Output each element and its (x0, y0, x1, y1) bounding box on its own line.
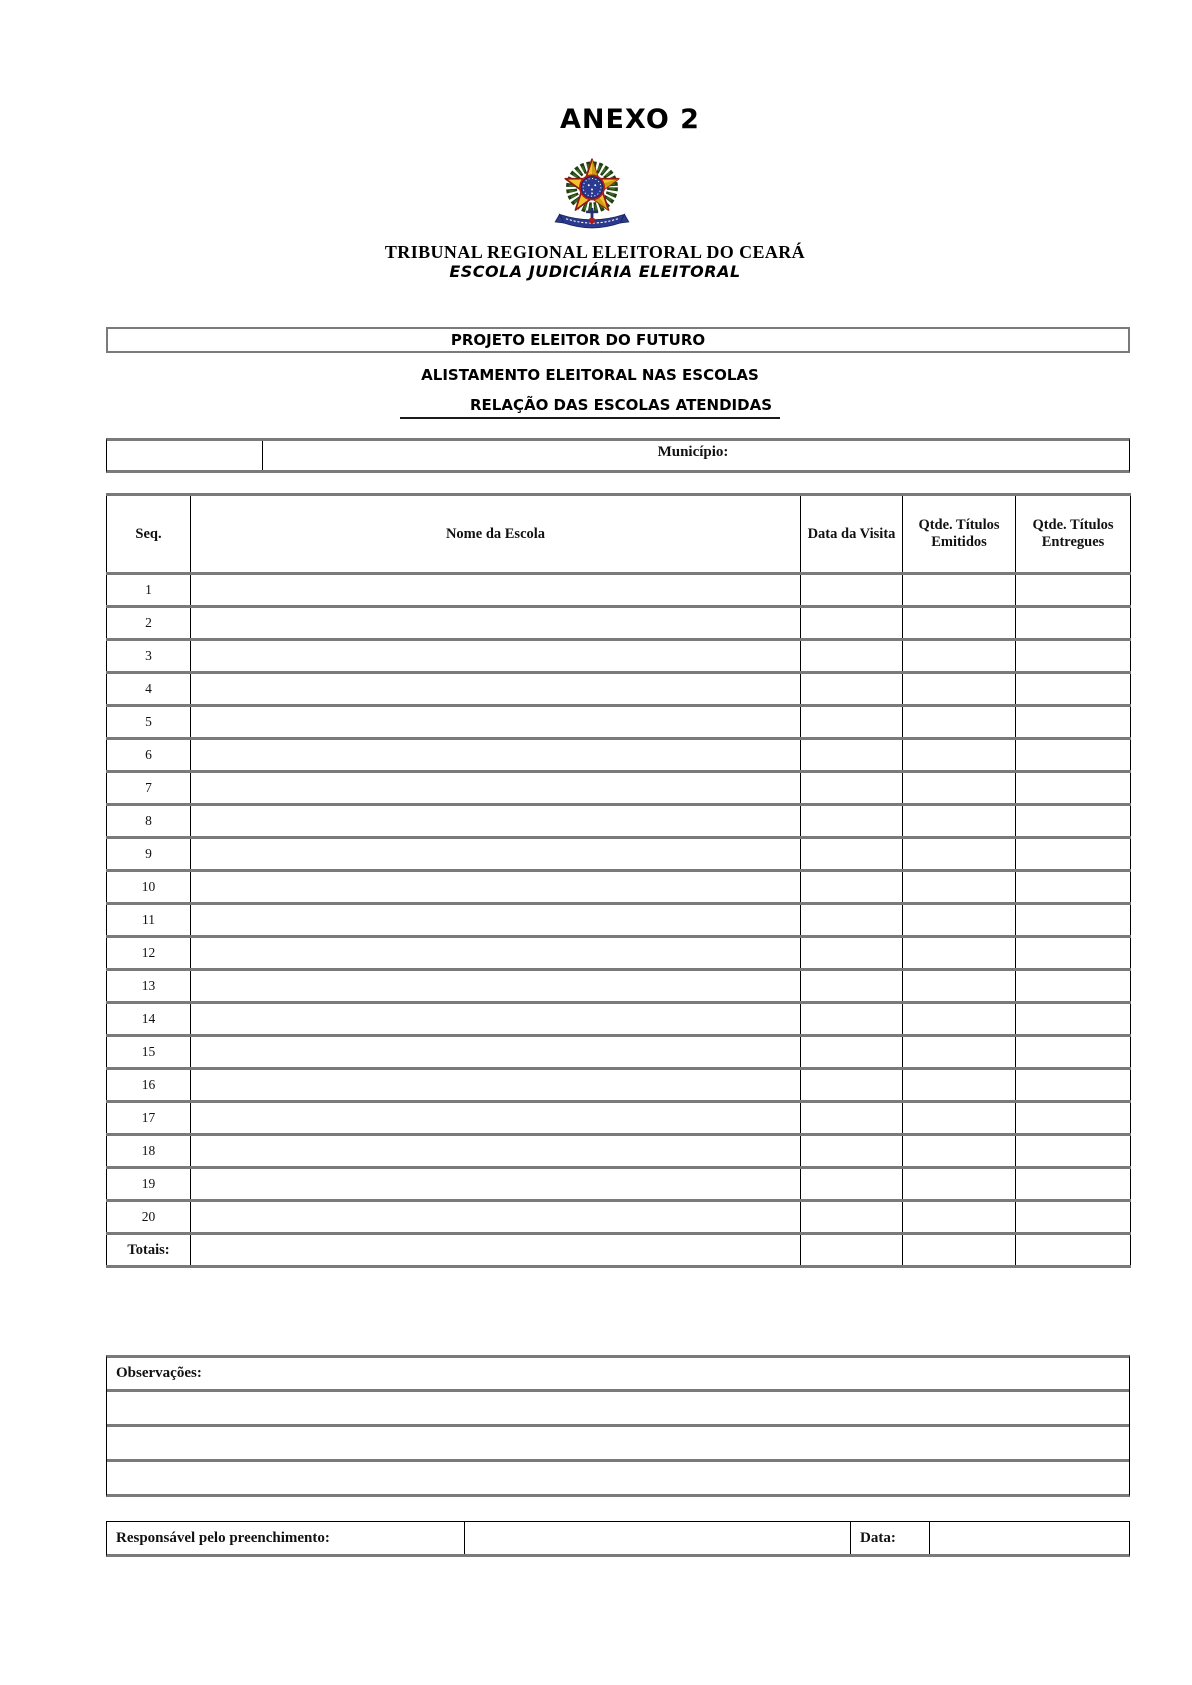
titulos-entregues-cell[interactable] (1016, 706, 1131, 739)
nome-escola-cell[interactable] (191, 1003, 801, 1036)
titulos-emitidos-cell[interactable] (903, 904, 1016, 937)
titulos-entregues-cell[interactable] (1016, 772, 1131, 805)
data-visita-cell[interactable] (801, 1003, 903, 1036)
seq-cell: 14 (107, 1003, 191, 1036)
table-row (107, 574, 1131, 607)
seq-cell: 12 (107, 937, 191, 970)
titulos-entregues-cell[interactable] (1016, 1135, 1131, 1168)
schools-table (106, 493, 1131, 1268)
seq-cell: 20 (107, 1201, 191, 1234)
subtitle-relacao (0, 396, 1180, 419)
titulos-entregues-cell[interactable] (1016, 970, 1131, 1003)
table-row (107, 1036, 1131, 1069)
nome-escola-cell[interactable] (191, 1036, 801, 1069)
header-titulos-entregues: Qtde. Títulos Entregues (1016, 495, 1131, 574)
titulos-entregues-cell[interactable] (1016, 1003, 1131, 1036)
titulos-entregues-cell[interactable] (1016, 937, 1131, 970)
titulos-emitidos-cell[interactable] (903, 1003, 1016, 1036)
titulos-emitidos-cell[interactable] (903, 706, 1016, 739)
municipio-code-cell[interactable] (107, 441, 263, 470)
table-header-row (107, 495, 1131, 574)
observacoes-line-2[interactable] (107, 1427, 1129, 1462)
responsavel-label: Responsável pelo preenchimento: (107, 1522, 465, 1554)
nome-escola-cell[interactable] (191, 970, 801, 1003)
municipio-row (106, 438, 1130, 473)
titulos-emitidos-cell[interactable] (903, 1135, 1016, 1168)
titulos-emitidos-cell[interactable] (903, 772, 1016, 805)
data-visita-cell[interactable] (801, 607, 903, 640)
data-visita-cell[interactable] (801, 1102, 903, 1135)
footer-row (106, 1521, 1130, 1557)
titulos-entregues-cell[interactable] (1016, 838, 1131, 871)
table-row (107, 673, 1131, 706)
titulos-entregues-cell[interactable] (1016, 904, 1131, 937)
table-row (107, 1003, 1131, 1036)
data-visita-cell[interactable] (801, 772, 903, 805)
data-visita-cell[interactable] (801, 739, 903, 772)
data-visita-cell[interactable] (801, 904, 903, 937)
observacoes-label-row (107, 1358, 1129, 1392)
table-row (107, 1135, 1131, 1168)
table-row (107, 739, 1131, 772)
seq-cell: 5 (107, 706, 191, 739)
seq-cell: 3 (107, 640, 191, 673)
data-visita-cell[interactable] (801, 937, 903, 970)
seq-cell: 11 (107, 904, 191, 937)
seq-cell: 13 (107, 970, 191, 1003)
titulos-emitidos-cell[interactable] (903, 1036, 1016, 1069)
table-body (107, 574, 1131, 1234)
titulos-emitidos-cell[interactable] (903, 607, 1016, 640)
school-unit-name: ESCOLA JUDICIÁRIA ELEITORAL (449, 262, 741, 281)
data-visita-cell[interactable] (801, 1168, 903, 1201)
brazil-coat-of-arms-icon (552, 156, 632, 236)
project-title: PROJETO ELEITOR DO FUTURO (450, 331, 706, 349)
titulos-emitidos-cell[interactable] (903, 640, 1016, 673)
nome-escola-cell[interactable] (191, 1102, 801, 1135)
municipio-label: Município: (657, 444, 729, 460)
data-visita-cell[interactable] (801, 1036, 903, 1069)
nome-escola-cell[interactable] (191, 904, 801, 937)
table-row (107, 1102, 1131, 1135)
header-nome-escola: Nome da Escola (191, 495, 801, 574)
table-row (107, 970, 1131, 1003)
seq-cell: 2 (107, 607, 191, 640)
header-data-visita: Data da Visita (801, 495, 903, 574)
seq-cell: 10 (107, 871, 191, 904)
nome-escola-cell[interactable] (191, 574, 801, 607)
table-row (107, 871, 1131, 904)
titulos-entregues-cell[interactable] (1016, 1168, 1131, 1201)
table-row (107, 640, 1131, 673)
totals-data-visita-cell[interactable] (801, 1234, 903, 1267)
totals-label: Totais: (107, 1234, 191, 1267)
nome-escola-cell[interactable] (191, 772, 801, 805)
table-row (107, 607, 1131, 640)
data-value-cell[interactable] (930, 1522, 1129, 1554)
observacoes-label: Observações: (116, 1365, 202, 1381)
titulos-entregues-cell[interactable] (1016, 871, 1131, 904)
titulos-entregues-cell[interactable] (1016, 1069, 1131, 1102)
data-visita-cell[interactable] (801, 673, 903, 706)
nome-escola-cell[interactable] (191, 739, 801, 772)
seq-cell: 15 (107, 1036, 191, 1069)
table-row (107, 1201, 1131, 1234)
data-visita-cell[interactable] (801, 1135, 903, 1168)
table-row (107, 1168, 1131, 1201)
project-title-box (106, 327, 1130, 353)
subtitle-alistamento: ALISTAMENTO ELEITORAL NAS ESCOLAS (421, 366, 759, 384)
header-titulos-emitidos: Qtde. Títulos Emitidos (903, 495, 1016, 574)
nome-escola-cell[interactable] (191, 1069, 801, 1102)
titulos-emitidos-cell[interactable] (903, 838, 1016, 871)
titulos-entregues-cell[interactable] (1016, 574, 1131, 607)
nome-escola-cell[interactable] (191, 673, 801, 706)
titulos-entregues-cell[interactable] (1016, 673, 1131, 706)
titulos-emitidos-cell[interactable] (903, 1168, 1016, 1201)
nome-escola-cell[interactable] (191, 871, 801, 904)
table-row (107, 772, 1131, 805)
table-row (107, 1069, 1131, 1102)
table-row (107, 838, 1131, 871)
data-visita-cell[interactable] (801, 640, 903, 673)
totals-nome-cell (191, 1234, 801, 1267)
data-visita-cell[interactable] (801, 574, 903, 607)
titulos-emitidos-cell[interactable] (903, 739, 1016, 772)
seq-cell: 18 (107, 1135, 191, 1168)
titulos-emitidos-cell[interactable] (903, 970, 1016, 1003)
titulos-emitidos-cell[interactable] (903, 937, 1016, 970)
totals-titulos-entregues-cell[interactable] (1016, 1234, 1131, 1267)
data-visita-cell[interactable] (801, 871, 903, 904)
table-row (107, 904, 1131, 937)
nome-escola-cell[interactable] (191, 640, 801, 673)
seq-cell: 9 (107, 838, 191, 871)
seq-cell: 6 (107, 739, 191, 772)
data-visita-cell[interactable] (801, 970, 903, 1003)
seq-cell: 4 (107, 673, 191, 706)
data-label: Data: (851, 1522, 930, 1554)
titulos-entregues-cell[interactable] (1016, 1036, 1131, 1069)
titulos-entregues-cell[interactable] (1016, 739, 1131, 772)
nome-escola-cell[interactable] (191, 838, 801, 871)
observacoes-box (106, 1355, 1130, 1497)
titulos-emitidos-cell[interactable] (903, 1201, 1016, 1234)
table-row (107, 706, 1131, 739)
table-row (107, 937, 1131, 970)
nome-escola-cell[interactable] (191, 1201, 801, 1234)
responsavel-value-cell[interactable] (465, 1522, 851, 1554)
titulos-emitidos-cell[interactable] (903, 871, 1016, 904)
nome-escola-cell[interactable] (191, 1135, 801, 1168)
titulos-entregues-cell[interactable] (1016, 640, 1131, 673)
titulos-emitidos-cell[interactable] (903, 805, 1016, 838)
seq-cell: 17 (107, 1102, 191, 1135)
totals-titulos-emitidos-cell[interactable] (903, 1234, 1016, 1267)
data-visita-cell[interactable] (801, 838, 903, 871)
table-row (107, 805, 1131, 838)
nome-escola-cell[interactable] (191, 1168, 801, 1201)
data-visita-cell[interactable] (801, 805, 903, 838)
nome-escola-cell[interactable] (191, 706, 801, 739)
data-visita-cell[interactable] (801, 706, 903, 739)
seq-cell: 1 (107, 574, 191, 607)
seq-cell: 7 (107, 772, 191, 805)
titulos-emitidos-cell[interactable] (903, 1102, 1016, 1135)
subtitle-relacao-text: RELAÇÃO DAS ESCOLAS ATENDIDAS (400, 396, 780, 419)
observacoes-line-3[interactable] (107, 1462, 1129, 1494)
titulos-entregues-cell[interactable] (1016, 1102, 1131, 1135)
observacoes-line-1[interactable] (107, 1392, 1129, 1427)
municipio-field[interactable] (263, 441, 1129, 470)
data-visita-cell[interactable] (801, 1201, 903, 1234)
seq-cell: 8 (107, 805, 191, 838)
titulos-emitidos-cell[interactable] (903, 673, 1016, 706)
page-title: ANEXO 2 (560, 104, 700, 135)
nome-escola-cell[interactable] (191, 805, 801, 838)
seq-cell: 16 (107, 1069, 191, 1102)
totals-row (107, 1234, 1131, 1267)
nome-escola-cell[interactable] (191, 607, 801, 640)
nome-escola-cell[interactable] (191, 937, 801, 970)
titulos-emitidos-cell[interactable] (903, 1069, 1016, 1102)
org-name: TRIBUNAL REGIONAL ELEITORAL DO CEARÁ (384, 242, 806, 262)
titulos-entregues-cell[interactable] (1016, 805, 1131, 838)
titulos-entregues-cell[interactable] (1016, 607, 1131, 640)
titulos-emitidos-cell[interactable] (903, 574, 1016, 607)
titulos-entregues-cell[interactable] (1016, 1201, 1131, 1234)
seq-cell: 19 (107, 1168, 191, 1201)
data-visita-cell[interactable] (801, 1069, 903, 1102)
header-seq: Seq. (107, 495, 191, 574)
